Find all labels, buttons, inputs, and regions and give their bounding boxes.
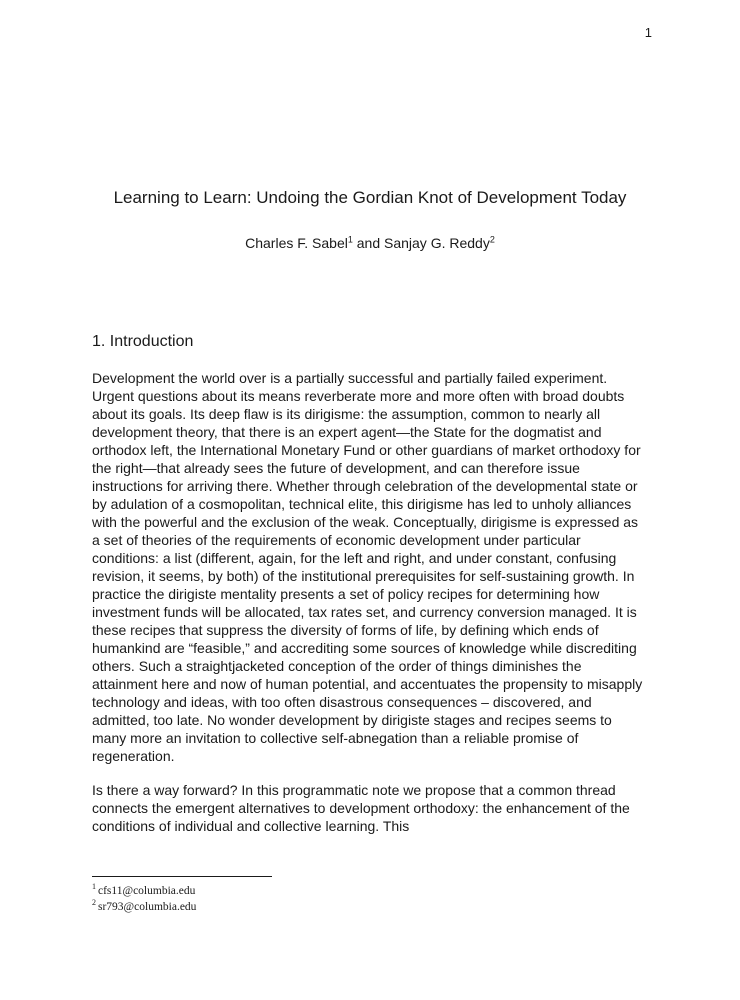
footnote-separator-rule: [92, 876, 272, 877]
footnote-2-marker: 2: [92, 898, 96, 908]
footnote-1-text: cfs11@columbia.edu: [98, 885, 196, 897]
paragraph-1: Development the world over is a partially successful and partially failed experiment. Urgent questions about its means reverberate more and more often with broad doubts about its goals. Its deep flaw is its dirigisme: the assumption, common to nearly all development theory, that there is an expert agent—the State for the dogmatist and orthodox left, the International Monetary Fund or other guardians of market orthodoxy for the right—that already sees the future of development, and can therefore issue instructions for arriving there. Whether through celebration of the developmental state or by adulation of a cosmopolitan, technical elite, this dirigisme has led to unholy alliances with the powerful and the exclusion of the weak. Conceptually, dirigisme is expressed as a set of theories of the requirements of economic development under particular conditions: a list (different, again, for the left and right, and under constant, confusing revision, it seems, by both) of the institutional prerequisites for self-sustaining growth. In practice the dirigiste mentality presents a set of policy recipes for determining how investment funds will be allocated, tax rates set, and currency conversion managed. It is these recipes that suppress the diversity of forms of life, by defining which ends of humankind are “feasible,” and accrediting some sources of knowledge while discrediting others. Such a straightjacketed conception of the order of things diminishes the attainment here and now of human potential, and accentuates the propensity to misapply technology and ideas, with too often disastrous consequences – discovered, and admitted, too late. No wonder development by dirigiste stages and recipes seems to many more an invitation to collective self-abnegation than a reliable promise of regeneration.: [92, 370, 643, 765]
footnote-1-marker: 1: [92, 882, 96, 892]
authors-separator: and: [352, 235, 384, 252]
author-2-footnote-ref: 2: [489, 234, 495, 245]
section-heading-introduction: 1. Introduction: [92, 333, 194, 351]
footnotes-section: [92, 876, 648, 915]
footnote-1: [92, 883, 648, 899]
page-number: 1: [644, 25, 652, 40]
authors-line: [92, 235, 648, 252]
footnote-2: [92, 899, 648, 915]
paper-title: Learning to Learn: Undoing the Gordian Knot of Development Today: [113, 188, 627, 207]
author-1-name: Charles F. Sabel: [245, 235, 348, 252]
author-1-footnote-ref: 1: [347, 234, 353, 245]
paragraph-2: Is there a way forward? In this programmatic note we propose that a common thread connects the emergent alternatives to development orthodoxy: the enhancement of the conditions of individual and collective learning. This: [92, 782, 630, 835]
author-2-name: Sanjay G. Reddy: [384, 235, 490, 252]
footnote-2-text: sr793@columbia.edu: [98, 901, 197, 913]
